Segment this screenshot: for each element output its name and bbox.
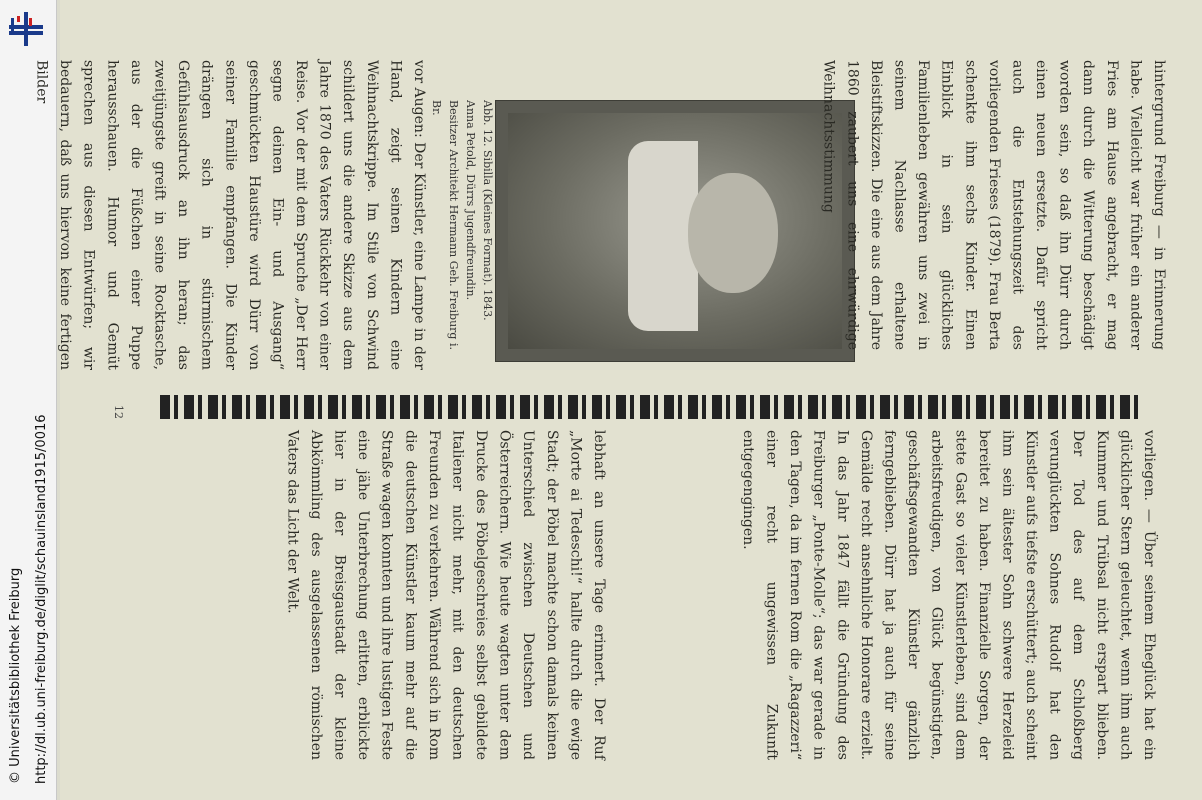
caption-line-1: Abb. 12. Sibilla (Kleines Format). 1843. — [481, 100, 494, 321]
copyright-notice: © Universitätsbibliothek Freiburg — [8, 567, 23, 784]
page-number: 12 — [112, 405, 125, 419]
paragraph: vor Augen: Der Künstler, eine Lampe in der Hand, zeigt seinen Kindern eine Weihnachtskrippe. Im Stile von Schwind schildert uns die andere Skizze aus dem Jahre 1870 des Vaters Rückkehr von einer Reise. Vor der mit dem Spruche „Der Herr segne deinen Ein- und Ausgang“ geschmückten Haustüre wird Dürr von seiner Familie empfangen. Die Kinder drängen sich in stürmischem Gefühlsausdruck an ihn heran; das zweitjüngste greift in seine Rocktasche, aus der die Füßchen einer Puppe herausschauen. Humor und Gemüt sprechen aus diesen Entwürfen; wir bedauern, daß uns hiervon keine fertigen Bilder — [33, 60, 427, 370]
paragraph: hintergrund Freiburg — in Erinnerung habe. Vielleicht war früher ein anderer Fries am Hause angebracht, er mag dann durch die Witterung beschädigt worden sein, so daß ihn Dürr durch einen neuen ersetzte. Dafür spricht auch die Entstehungszeit des vorliegenden Frieses (1879). Frau Berta schenkte ihm sechs Kinder. Einen Einblick in sein glückliches Familienleben gewähren uns zwei in seinem Nachlasse erhaltene Bleistiftskizzen. Die eine aus dem Jahre 1860 zaubert uns eine ehrwürdige Weihnachtsstimmung — [820, 60, 1167, 350]
paragraph: lebhaft an unsere Tage erinnert. Der Ruf „Morte ai Tedeschi!“ hallte durch die ewige Stadt; der Pöbel machte schon damals keinen Unterschied zwischen Deutschen und Österreichern. Wie heute wagten unter dem Drucke des Pöbelgeschreies selbst gebildete Italiener nicht mehr, mit den deutschen Freunden zu verkehren. Während sich in Rom die deutschen Künstler kaum mehr auf die Straße wagen konnten und ihre lustigen Feste eine jähe Unterbrechung erlitten, erblickte hier in der Breisgaustadt der kleine Abkömmling des ausgelassenen römischen Vaters das Licht der Welt. — [284, 430, 607, 760]
paragraph: vorliegen. — Über seinem Eheglück hat ein glücklicher Stern geleuchtet, wenn ihm auch Kummer und Trübsal nicht erspart blieben. Der Tod des auf dem Schloßberg verunglückten Sohnes Rudolf hat den Künstler aufs tiefste erschüttert; auch scheint ihm sein ältester Sohn schwere Herzeleid bereitet zu haben. Finanzielle Sorgen, der stete Gast so vieler Künstlerleben, sind dem arbeitsfreudigen, von Glück begünstigten, geschäftsgewandten Künstler gänzlich ferngeblieben. Dürr hat ja auch für seine Gemälde recht ansehnliche Honorare erzielt. In das Jahr 1847 fällt die Gründung des Freiburger „Ponte-Molle“; das war gerade in den Tagen, da im fernen Rom die „Ragazzeri“ einer recht ungewissen Zukunft entgegengingen. — [739, 430, 1157, 760]
figure-caption — [430, 100, 496, 362]
document-url[interactable]: http://dl.ub.uni-freiburg.de/diglit/schauinsland1915/0016 — [34, 414, 49, 784]
caption-line-2: Anna Petold, Dürrs Jugendfreundin. — [464, 100, 477, 301]
text-column-upper-left — [33, 60, 430, 370]
text-column-lower-right — [620, 430, 1160, 760]
ub-freiburg-logo-icon — [5, 8, 47, 50]
decorative-ornament-band — [160, 395, 1138, 419]
caption-line-3: Besitzer Architekt Hermann Geh. Freiburg i. Br. — [430, 100, 460, 350]
text-column-lower-left — [160, 430, 610, 760]
text-column-upper-right — [820, 60, 1170, 350]
portrait-photo — [495, 100, 855, 362]
